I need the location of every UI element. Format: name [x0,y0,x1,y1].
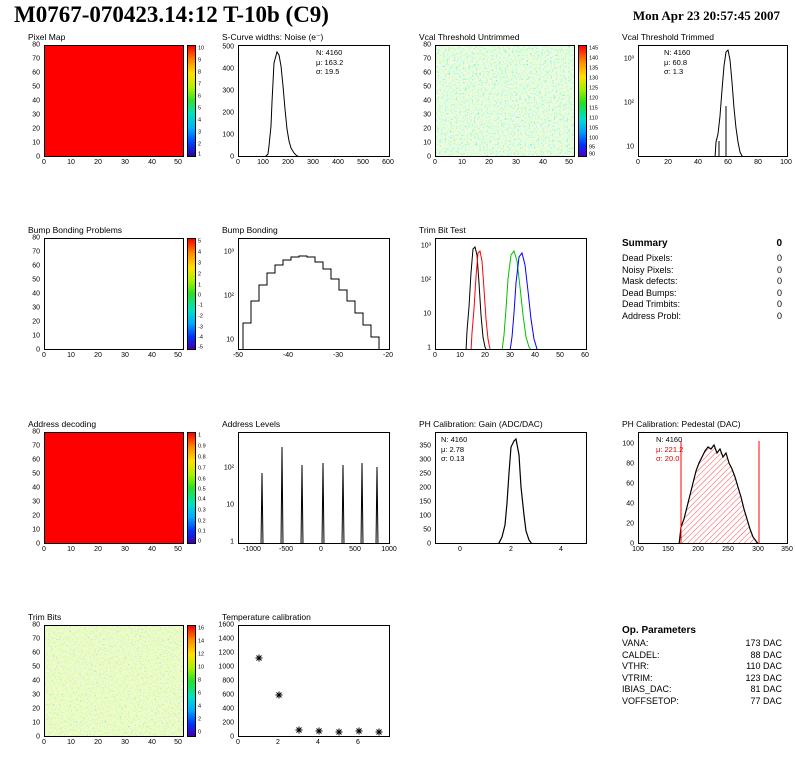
y-axis: 0 10 20 30 40 50 60 70 80 [32,41,40,161]
chart-title: Temperature calibration [222,612,311,622]
chart-trim-bit-test: Trim Bit Test 1 10 10² 10³ 0 10 20 30 40 50 60 [413,238,588,350]
stats-box [656,435,683,464]
chart-title: Address Levels [222,419,281,429]
y-axis: 0 200 400 600 800 1000 1200 1400 1600 [218,621,234,741]
chart-title: S-Curve widths: Noise (e⁻) [222,32,324,42]
summary-label: Noisy Pixels: [622,264,674,275]
y-axis: 0 10 20 30 40 50 60 70 80 [32,234,40,354]
stat-n: N: 4160 [441,435,468,444]
chart-title: Trim Bits [28,612,62,622]
chart-title: Vcal Threshold Untrimmed [419,32,520,42]
chart-address-decoding: Address decoding 0 10 20 30 40 50 60 70 80 0 10 20 30 40 50 1 0.9 0.8 0.7 0.6 0.5 0.4 0.3 0.2 0.1 0 [22,432,197,544]
table-row [622,638,782,650]
table-row [622,673,782,685]
y-axis: 0 10 20 30 40 50 60 70 80 [32,621,40,741]
table-row [622,684,782,696]
stats-box [441,435,467,464]
color-scale [578,45,587,157]
color-scale [187,432,196,544]
y-axis: 0 100 200 300 400 500 [222,43,234,161]
y-axis: 0 20 40 60 80 100 [622,440,634,548]
timestamp: Mon Apr 23 20:57:45 2007 [632,8,780,23]
chart-pixel-map: Pixel Map 0 10 20 30 40 50 60 70 80 0 10 20 30 40 50 10 9 8 7 6 5 4 3 2 1 [22,45,192,157]
table-row [622,265,782,277]
chart-title: Bump Bonding Problems [28,225,123,235]
op-label: VTHR: [622,661,649,671]
summary-value: 0 [776,264,782,275]
chart-title: PH Calibration: Pedestal (DAC) [622,419,741,429]
chart-address-levels: Address Levels 1 10 10² -1000 -500 0 500 1000 [216,432,391,544]
stat-mu: μ: 2.78 [441,444,465,454]
y-axis: 10 10² 10³ [623,55,634,151]
summary-label: Mask defects: [622,276,678,286]
table-row [622,288,782,300]
chart-title: PH Calibration: Gain (ADC/DAC) [419,419,543,429]
op-value: 173 DAC [745,638,782,648]
summary-panel [622,238,782,322]
stats-box [664,48,690,77]
series-black [436,247,587,350]
chart-bump-bonding: Bump Bonding 10 10² 10³ -50 -40 -30 -20 [216,238,391,350]
summary-label: Address Probl: [622,310,682,321]
scatter-markers [256,655,383,736]
stat-mu: μ: 221.2 [656,444,684,454]
summary-value: 0 [776,276,782,286]
summary-value: 0 [776,310,782,321]
series-red [436,251,587,350]
summary-label: Dead Bumps: [622,287,677,298]
table-row [622,696,782,708]
color-scale [187,238,196,350]
op-label: VOFFSETOP: [622,695,679,706]
stat-n: N: 4160 [664,48,691,57]
series-green [436,251,587,350]
chart-title: Pixel Map [28,32,66,42]
stat-sigma: σ: 19.5 [316,67,340,76]
op-parameters-title: Op. Parameters [622,625,696,636]
stat-mu: μ: 60.8 [664,57,688,67]
table-row [622,661,782,673]
summary-label: Dead Pixels: [622,253,673,263]
stat-n: N: 4160 [316,48,343,57]
summary-table [622,253,782,322]
chart-vcal-threshold-untrimmed: Vcal Threshold Untrimmed 0 10 20 30 40 50 60 70 80 0 10 20 30 40 50 145 140 135 130 125 120 115 110 105 100 95 90 [413,45,588,157]
y-axis: 0 10 20 30 40 50 60 70 80 [32,428,40,548]
y-axis: 0 10 20 30 40 50 60 70 80 [423,41,431,161]
chart-title: Address decoding [28,419,97,429]
chart-ph-calibration-gain: PH Calibration: Gain (ADC/DAC) 0 50 100 150 200 250 300 350 0 2 4 N: 4160 μ: 2.78 σ: 0.13 [413,432,588,544]
summary-value: 0 [776,287,782,298]
chart-trim-bits: Trim Bits 0 10 20 30 40 50 60 70 80 0 10 20 30 40 50 16 14 12 10 8 6 4 2 0 [22,625,197,737]
chart-bump-bonding-problems: Bump Bonding Problems 0 10 20 30 40 50 60 70 80 0 10 20 30 40 50 5 4 3 2 1 0 -1 -2 -3 -4 -5 [22,238,197,350]
op-label: IBIAS_DAC: [622,684,672,694]
op-value: 77 DAC [750,695,782,706]
stat-sigma: σ: 20.0 [656,454,680,463]
chart-title: Vcal Threshold Trimmed [622,32,714,42]
summary-value: 0 [776,253,782,263]
summary-total: 0 [776,238,782,249]
stats-box [316,48,343,77]
stat-mu: μ: 163.2 [316,57,344,67]
op-label: VTRIM: [622,672,653,683]
table-row [622,253,782,265]
y-axis: 1 10 10² 10³ [420,242,431,352]
op-label: VANA: [622,638,649,648]
table-row [622,276,782,288]
summary-label: Dead Trimbits: [622,299,681,309]
color-scale [187,625,196,737]
table-row [622,650,782,662]
y-axis: 10 10² 10³ [223,248,234,344]
stat-sigma: σ: 0.13 [441,454,465,463]
stat-sigma: σ: 1.3 [664,67,684,76]
y-axis: 1 10 10² [223,464,234,546]
op-parameters-panel [622,625,782,707]
op-parameters-table [622,638,782,707]
op-value: 81 DAC [750,684,782,694]
chart-ph-calibration-pedestal: PH Calibration: Pedestal (DAC) 0 20 40 60 80 100 100 150 200 250 300 350 N: 4160 μ: 221.2 σ: 20.0 [616,432,786,544]
table-row [622,311,782,323]
series-blue [436,253,587,350]
chart-title: Trim Bit Test [419,225,466,235]
summary-title: Summary [622,238,668,249]
y-axis: 0 50 100 150 200 250 300 350 [419,442,431,548]
op-value: 123 DAC [745,672,782,683]
chart-title: Bump Bonding [222,225,278,235]
chart-scurve-widths: S-Curve widths: Noise (e⁻) 0 100 200 300 400 500 0 100 200 300 400 500 600 N: 4160 μ: 163.2 σ: 19.5 [216,45,391,157]
series-line [239,256,390,350]
table-row [622,299,782,311]
op-label: CALDEL: [622,649,660,660]
op-value: 88 DAC [750,649,782,660]
series-line [639,50,788,157]
series-line [239,52,390,157]
chart-vcal-threshold-trimmed: Vcal Threshold Trimmed 10 10² 10³ 0 20 40 60 80 100 N: 4160 μ: 60.8 σ: 1.3 [616,45,786,157]
chart-temperature-calibration: Temperature calibration 0 200 400 600 800 1000 1200 1400 1600 0 2 4 6 [216,625,391,737]
summary-value: 0 [776,299,782,309]
op-value: 110 DAC [746,661,782,671]
page-title: M0767-070423.14:12 T-10b (C9) [14,2,329,27]
stat-n: N: 4160 [656,435,683,444]
color-scale [187,45,196,157]
